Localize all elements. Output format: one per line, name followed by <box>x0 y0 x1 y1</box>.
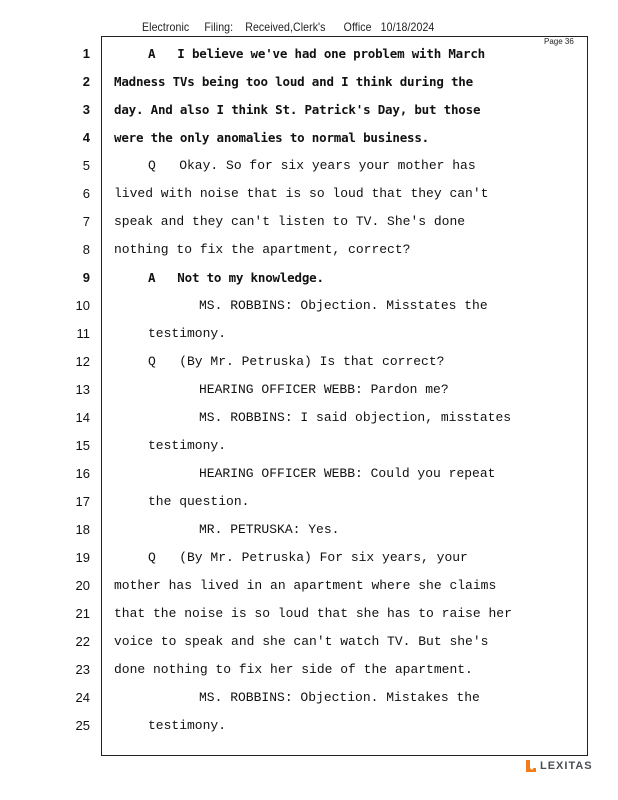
line-number: 21 <box>75 606 90 621</box>
line-number: 9 <box>82 270 90 285</box>
line-text: done nothing to fix her side of the apartment. <box>114 662 473 677</box>
line-text: Q (By Mr. Petruska) Is that correct? <box>148 354 445 369</box>
line-text: that the noise is so loud that she has to raise her <box>114 606 512 621</box>
line-text: A I believe we've had one problem with March <box>148 46 485 61</box>
transcript-line <box>0 572 618 600</box>
transcript-line <box>0 320 618 348</box>
transcript-line <box>0 208 618 236</box>
line-text: nothing to fix the apartment, correct? <box>114 242 411 257</box>
line-text: voice to speak and she can't watch TV. But she's <box>114 634 489 649</box>
lexitas-logo <box>524 757 593 775</box>
filing-stamp: Electronic Filing: Received,Clerk's Office 10/18/2024 <box>142 20 435 34</box>
transcript-lines <box>0 40 618 740</box>
transcript-line <box>0 40 618 68</box>
line-number: 7 <box>82 214 90 229</box>
line-text: testimony. <box>148 718 227 733</box>
line-number: 14 <box>75 410 90 425</box>
line-text: testimony. <box>148 438 227 453</box>
line-text: MS. ROBBINS: Objection. Misstates the <box>199 298 488 313</box>
line-text: day. And also I think St. Patrick's Day, but those <box>114 102 481 117</box>
line-number: 1 <box>82 46 90 61</box>
line-number: 17 <box>75 494 90 509</box>
transcript-line <box>0 264 618 292</box>
line-number: 20 <box>75 578 90 593</box>
line-number: 12 <box>75 354 90 369</box>
line-text: A Not to my knowledge. <box>148 270 324 285</box>
transcript-line <box>0 236 618 264</box>
line-number: 3 <box>82 102 90 117</box>
transcript-line <box>0 124 618 152</box>
page-number-label: Page 36 <box>544 37 574 46</box>
transcript-line <box>0 404 618 432</box>
line-text: Q Okay. So for six years your mother has <box>148 158 476 173</box>
line-number: 18 <box>75 522 90 537</box>
line-number: 2 <box>82 74 90 89</box>
line-number: 24 <box>75 690 90 705</box>
line-text: Madness TVs being too loud and I think during the <box>114 74 473 89</box>
line-text: HEARING OFFICER WEBB: Pardon me? <box>199 382 449 397</box>
transcript-line <box>0 292 618 320</box>
line-number: 5 <box>82 158 90 173</box>
transcript-line <box>0 628 618 656</box>
line-number: 19 <box>75 550 90 565</box>
line-text: testimony. <box>148 326 227 341</box>
transcript-line <box>0 180 618 208</box>
line-number: 22 <box>75 634 90 649</box>
line-text: Q (By Mr. Petruska) For six years, your <box>148 550 468 565</box>
line-number: 13 <box>75 382 90 397</box>
line-text: MS. ROBBINS: Objection. Mistakes the <box>199 690 480 705</box>
line-text: mother has lived in an apartment where she claims <box>114 578 497 593</box>
transcript-line <box>0 516 618 544</box>
transcript-line <box>0 460 618 488</box>
lexitas-logo-text: LEXITAS <box>540 760 593 772</box>
transcript-line <box>0 656 618 684</box>
transcript-line <box>0 348 618 376</box>
line-number: 8 <box>82 242 90 257</box>
line-number: 6 <box>82 186 90 201</box>
line-number: 23 <box>75 662 90 677</box>
line-number: 4 <box>82 130 90 145</box>
transcript-line <box>0 96 618 124</box>
line-text: the question. <box>148 494 250 509</box>
line-number: 10 <box>75 298 90 313</box>
transcript-line <box>0 432 618 460</box>
transcript-line <box>0 152 618 180</box>
transcript-line <box>0 376 618 404</box>
transcript-line <box>0 68 618 96</box>
line-text: lived with noise that is so loud that they can't <box>114 186 489 201</box>
line-text: were the only anomalies to normal business. <box>114 130 430 145</box>
line-number: 16 <box>75 466 90 481</box>
line-text: HEARING OFFICER WEBB: Could you repeat <box>199 466 496 481</box>
transcript-line <box>0 684 618 712</box>
line-number: 25 <box>75 718 90 733</box>
transcript-line <box>0 600 618 628</box>
lexitas-mark-icon <box>524 758 538 774</box>
line-text: MR. PETRUSKA: Yes. <box>199 522 340 537</box>
transcript-line <box>0 712 618 740</box>
line-text: speak and they can't listen to TV. She's done <box>114 214 466 229</box>
line-text: MS. ROBBINS: I said objection, misstates <box>199 410 512 425</box>
line-number: 15 <box>75 438 90 453</box>
transcript-line <box>0 544 618 572</box>
transcript-line <box>0 488 618 516</box>
line-number: 11 <box>76 326 90 341</box>
